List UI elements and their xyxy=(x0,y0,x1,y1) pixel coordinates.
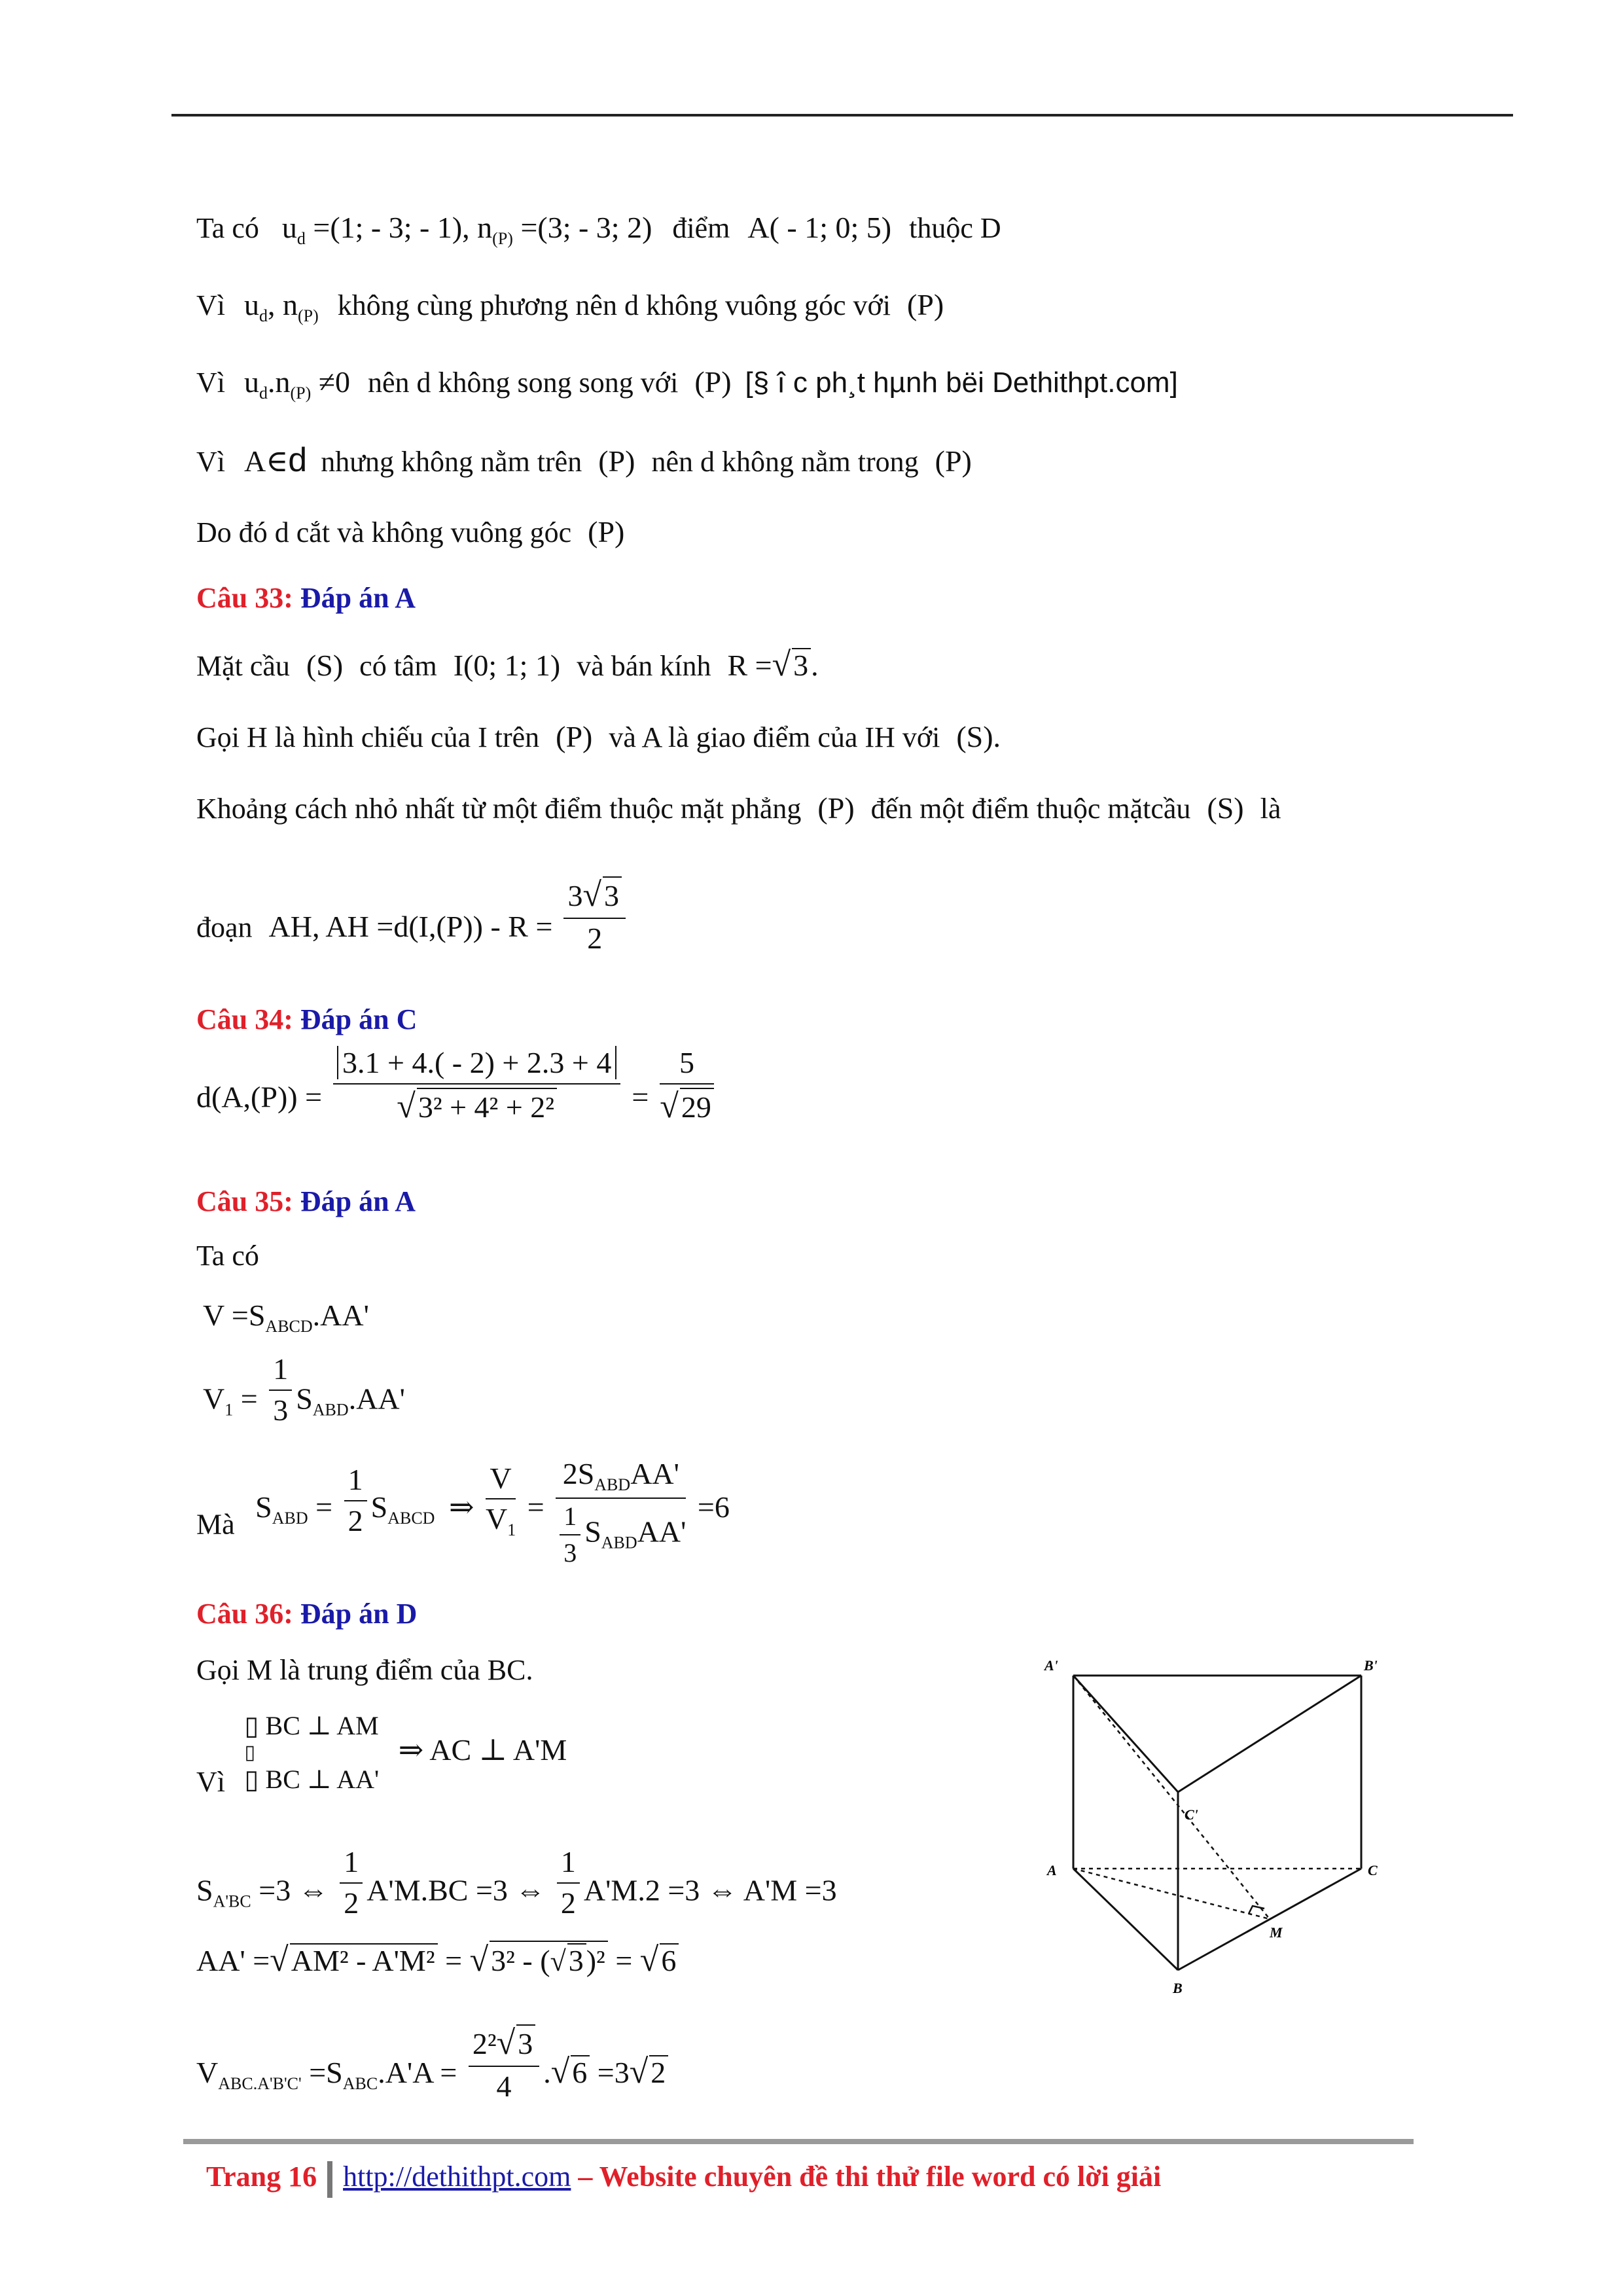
denominator: √3² + 4² + 2² xyxy=(333,1085,620,1126)
q34-heading xyxy=(196,1003,417,1036)
coef: 3 xyxy=(567,879,583,912)
V: V xyxy=(486,1502,508,1536)
d: d xyxy=(288,441,308,479)
text: không cùng phương nên d không vuông góc với xyxy=(337,289,891,321)
sphere-S: (S) xyxy=(1207,791,1244,825)
math-ud xyxy=(281,211,652,248)
tail: AA' xyxy=(630,1457,679,1490)
math: $u_d$, $n_{(P)}$ xyxy=(244,288,319,325)
q33-line-4 xyxy=(196,876,630,971)
header-rule xyxy=(171,114,1513,117)
radicand: 29 xyxy=(680,1088,714,1125)
expr: AA' = xyxy=(196,1944,270,1977)
text: Khoảng cách nhỏ nhất từ một điểm thuộc mặt phẳng xyxy=(196,793,802,825)
plane-P: (P) xyxy=(694,365,732,399)
S: S xyxy=(584,1515,601,1549)
equals: = xyxy=(615,1944,633,1977)
sub: ABCD xyxy=(387,1508,435,1528)
sub: 1 xyxy=(224,1400,234,1420)
plane-P: (P) xyxy=(598,444,635,478)
denominator: 4 xyxy=(496,2069,512,2103)
q35-line-2 xyxy=(203,1300,369,1335)
numerator: 1 xyxy=(344,1463,367,1501)
coef: 2² xyxy=(472,2027,497,2060)
implies: ⇒ xyxy=(448,1490,474,1524)
text: là xyxy=(1260,793,1281,825)
text: Mặt cầu xyxy=(196,650,290,682)
intro-line-4 xyxy=(196,443,972,477)
text: Vì xyxy=(196,367,225,399)
sub-P: (P) xyxy=(492,229,513,248)
q36-line-1 xyxy=(196,1656,533,1685)
q33-answer: Đáp án A xyxy=(300,582,416,614)
denominator: √29 xyxy=(660,1085,714,1126)
equals: = xyxy=(445,1944,463,1977)
tail: .AA' xyxy=(348,1382,405,1416)
radicand: 6 xyxy=(571,2055,590,2088)
denominator: 2 xyxy=(587,921,603,955)
equals: = xyxy=(527,1490,544,1524)
denominator: 3 xyxy=(563,1537,577,1568)
R: R = xyxy=(727,649,772,682)
q36-label: Câu 36: xyxy=(196,1598,293,1630)
label-a: A xyxy=(1047,1862,1057,1878)
text: và bán kính xyxy=(577,650,711,682)
text: nên d không nằm trong xyxy=(651,446,919,478)
figure-bg xyxy=(1021,1636,1414,2016)
q35-line-1 xyxy=(196,1242,259,1270)
text: Gọi M là trung điểm của BC. xyxy=(196,1654,533,1686)
text: thuộc D xyxy=(909,212,1001,244)
footer xyxy=(206,2160,1161,2198)
n: n xyxy=(477,211,493,244)
sub: ABC.A'B'C' xyxy=(218,2073,302,2093)
q36-heading xyxy=(196,1597,417,1630)
fraction xyxy=(660,1046,714,1126)
label-c: C xyxy=(1368,1862,1378,1878)
plane-P: (P) xyxy=(935,444,972,478)
text: Vì xyxy=(196,289,225,321)
footer-rule xyxy=(183,2139,1414,2144)
fraction xyxy=(333,1046,620,1126)
sphere-S: (S) xyxy=(306,649,344,682)
equiv: =3 ⇔ xyxy=(259,1873,329,1907)
radicand: 3 xyxy=(603,876,622,914)
radicand: 3 xyxy=(516,2024,535,2062)
inner-fraction xyxy=(560,1501,580,1568)
fraction xyxy=(469,2024,539,2104)
ud-value: =(1; - 3; - 1), xyxy=(313,211,470,244)
result: =6 xyxy=(697,1490,730,1524)
plane-P: (P) xyxy=(817,791,855,825)
part: )² xyxy=(586,1944,605,1977)
expr: .A'A = xyxy=(378,2055,457,2089)
footer-link[interactable]: http://dethithpt.com xyxy=(343,2161,571,2193)
intro-line-5 xyxy=(196,517,624,547)
q35-heading xyxy=(196,1185,416,1218)
text: Vì xyxy=(196,446,225,478)
plane-P: (P) xyxy=(556,720,593,753)
label-aprime: A' xyxy=(1044,1657,1058,1674)
radicand: 3² + 4² + 2² xyxy=(417,1088,557,1125)
intro-line-2 xyxy=(196,290,944,325)
sub: 1 xyxy=(507,1520,516,1540)
expr: A'M.BC =3 ⇔ xyxy=(366,1873,546,1907)
part: 3² - ( xyxy=(491,1944,550,1977)
denominator xyxy=(556,1499,686,1568)
radicand: 3 xyxy=(792,648,811,681)
equals: = xyxy=(240,1382,258,1416)
q33-label: Câu 33: xyxy=(196,582,293,614)
system-top: BC ⊥ AM xyxy=(265,1711,379,1740)
fraction xyxy=(563,876,626,956)
numerator: 2²√3 xyxy=(469,2024,539,2067)
fraction-v xyxy=(486,1462,516,1541)
system: ▯ BC ⊥ AM ▯ ▯ BC ⊥ AA' xyxy=(244,1711,380,1794)
text: Mà xyxy=(196,1508,235,1541)
neq: ≠0 xyxy=(318,365,351,399)
sub-d: d xyxy=(296,229,306,248)
intro-line-3 xyxy=(196,367,1178,402)
footer-divider xyxy=(327,2161,332,2198)
sub: ABD xyxy=(594,1475,631,1494)
V: V =S xyxy=(203,1299,266,1332)
n-value: =(3; - 3; 2) xyxy=(520,211,652,244)
text: nhưng không nằm trên xyxy=(321,446,582,478)
text: Ta có xyxy=(196,212,259,244)
point-A: A( - 1; 0; 5) xyxy=(747,211,892,244)
sub: A'BC xyxy=(213,1892,251,1911)
numerator: 5 xyxy=(660,1046,714,1085)
denominator xyxy=(486,1499,516,1540)
dot: . xyxy=(811,649,819,682)
fraction xyxy=(340,1845,363,1921)
denominator: 3 xyxy=(273,1393,289,1427)
tail: AA' xyxy=(637,1515,687,1549)
q36-line-2 xyxy=(196,1705,567,1801)
text: nên d không song song với xyxy=(368,367,679,399)
numerator xyxy=(333,1046,620,1085)
q33-line-3 xyxy=(196,793,1281,823)
center-I: I(0; 1; 1) xyxy=(453,649,561,682)
q34-label: Câu 34: xyxy=(196,1003,293,1035)
V: V xyxy=(203,1382,225,1416)
q35-line-3 xyxy=(203,1352,405,1440)
numerator: 3√3 xyxy=(563,876,626,919)
S: S xyxy=(196,1873,213,1907)
q36-answer: Đáp án D xyxy=(300,1598,418,1630)
sub: ABD xyxy=(601,1533,637,1552)
plane-P: (P) xyxy=(588,515,625,548)
q35-label: Câu 35: xyxy=(196,1185,293,1217)
numerator: 1 xyxy=(340,1845,363,1884)
S: S xyxy=(296,1382,313,1416)
numerator: V xyxy=(486,1462,516,1500)
prism-figure xyxy=(1021,1636,1414,2016)
radicand: 2 xyxy=(649,2055,668,2088)
numerator: 1 xyxy=(557,1845,580,1884)
abs-value: 3.1 + 4.( - 2) + 2.3 + 4 xyxy=(337,1046,616,1079)
label-b: B xyxy=(1173,1980,1183,1996)
text: đoạn xyxy=(196,911,253,944)
S: S xyxy=(255,1490,272,1524)
intro-line-1 xyxy=(196,213,1001,247)
system-bottom: BC ⊥ AA' xyxy=(265,1765,380,1794)
fraction xyxy=(344,1463,367,1539)
sabcd xyxy=(370,1490,435,1528)
dot: . xyxy=(543,2055,551,2089)
page-number: Trang 16 xyxy=(206,2161,317,2193)
radicand: 3² - (√3)² xyxy=(490,1941,608,1976)
q33-line-1 xyxy=(196,648,819,682)
math: $u_d.n_{(P)} \ne 0$ xyxy=(244,365,351,403)
lhs: d(A,(P)) = xyxy=(196,1080,323,1114)
text: đến một điểm thuộc mặtcầu xyxy=(870,793,1191,825)
plane-P: (P) xyxy=(906,288,944,321)
sphere-S: (S). xyxy=(956,720,1001,753)
sub: ABD xyxy=(272,1508,308,1528)
fraction-big xyxy=(556,1457,686,1568)
footer-tagline: – Website chuyên đề thi thử file word có lời giải xyxy=(578,2161,1162,2193)
expr: =S xyxy=(309,2055,343,2089)
inner: 3 xyxy=(567,1943,586,1976)
numerator xyxy=(556,1457,686,1499)
q35-answer: Đáp án A xyxy=(300,1185,416,1217)
q34-answer: Đáp án C xyxy=(300,1003,418,1035)
coef: 2S xyxy=(562,1457,595,1490)
sub: ABC xyxy=(342,2073,378,2093)
text: Gọi H là hình chiếu của I trên xyxy=(196,721,540,753)
text: có tâm xyxy=(359,650,437,682)
q36-line-5: $V_{ABC.A'B'C'} =S_{ABC}.A'A$ = $\frac{\text{2²√3}}{4}$ .√6 =3√2 xyxy=(196,2036,668,2116)
expr: A'M.2 =3 ⇔ A'M =3 xyxy=(583,1873,837,1907)
numerator: 1 xyxy=(269,1352,292,1391)
equals: = xyxy=(315,1490,333,1524)
expression: AH, AH =d(I,(P)) - R = xyxy=(268,910,553,944)
q34-formula xyxy=(196,1046,718,1141)
fraction xyxy=(269,1352,292,1428)
text: điểm xyxy=(672,212,730,244)
q33-heading xyxy=(196,581,416,615)
equals: = xyxy=(632,1080,649,1114)
watermark-text: [§ î c ph¸t hµnh bëi Dethithpt.com] xyxy=(745,367,1178,399)
radicand: 6 xyxy=(660,1943,679,1976)
q33-line-2 xyxy=(196,722,1001,752)
sub: ABCD xyxy=(265,1317,313,1336)
tail: .AA' xyxy=(312,1299,369,1332)
text: và A là giao điểm của IH với xyxy=(609,721,940,753)
sub: ABD xyxy=(312,1400,349,1420)
q35-line-4 xyxy=(196,1457,730,1583)
V: V xyxy=(196,2055,219,2089)
text: Vì xyxy=(196,1765,225,1798)
radius: R =√3. xyxy=(727,646,819,683)
radicand: AM² - A'M² xyxy=(290,1943,438,1976)
label-bprime: B' xyxy=(1364,1657,1378,1674)
label-cprime: C' xyxy=(1185,1806,1198,1823)
result: ⇒ AC ⊥ A'M xyxy=(398,1732,567,1767)
expr: =3 xyxy=(597,2055,630,2089)
sabd xyxy=(255,1490,308,1528)
q36-line-3 xyxy=(196,1845,837,1931)
label-m: M xyxy=(1270,1924,1283,1941)
fraction xyxy=(557,1845,580,1921)
denominator: 2 xyxy=(560,1886,576,1920)
S: S xyxy=(370,1490,388,1524)
A-in: A∈ xyxy=(244,444,289,478)
q36-line-4: AA' =√AM² - A'M² = √3² - (√3)² = √6 xyxy=(196,1941,679,1977)
numerator: 1 xyxy=(560,1501,580,1535)
u: u xyxy=(281,211,297,244)
text: Ta có xyxy=(196,1240,259,1272)
text: Do đó d cắt và không vuông góc xyxy=(196,516,572,548)
denominator: 2 xyxy=(344,1886,359,1920)
denominator: 2 xyxy=(348,1503,363,1537)
